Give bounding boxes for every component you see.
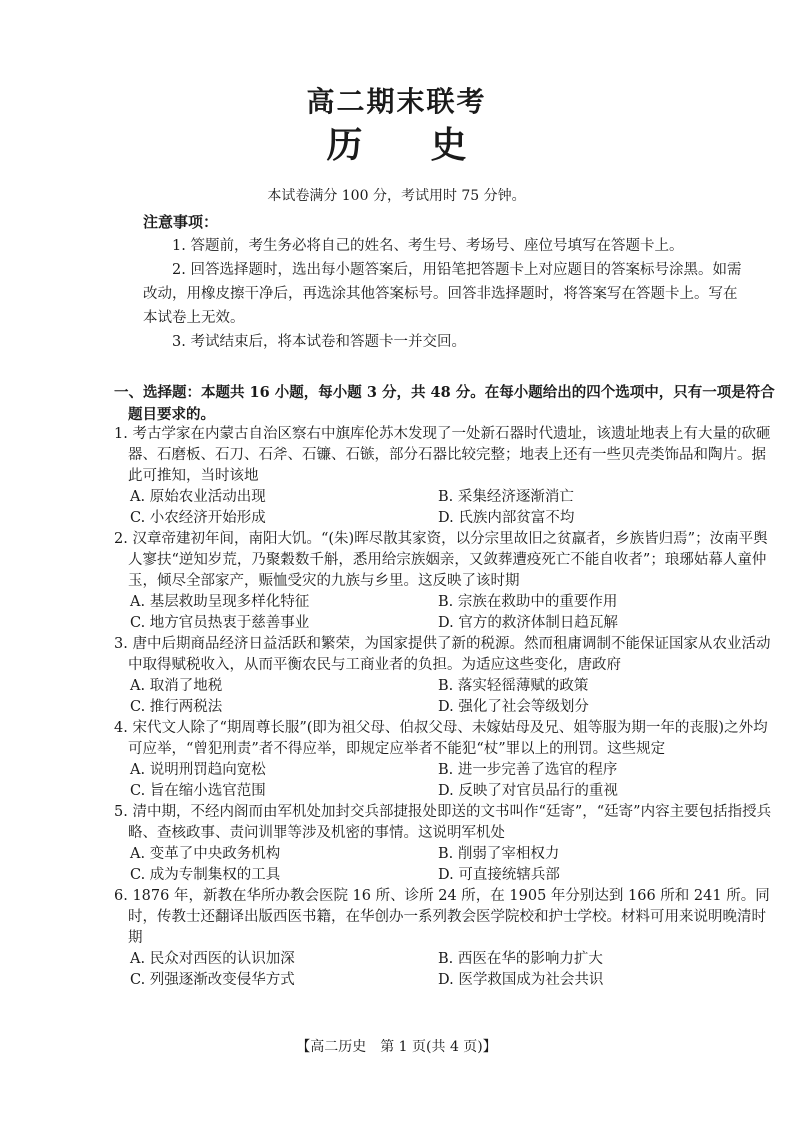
option-c: C. 成为专制集权的工具 [130, 867, 281, 883]
option-a: A. 说明刑罚趋向宽松 [130, 762, 266, 778]
option-b: B. 进一步完善了选官的程序 [438, 762, 618, 778]
notice-item: 1. 答题前，考生务必将自己的姓名、考生号、考场号、座位号填写在答题卡上。 [172, 238, 684, 254]
option-a: A. 民众对西医的认识加深 [130, 951, 295, 967]
option-d: D. 医学救国成为社会共识 [438, 972, 604, 988]
question-stem: 2. 汉章帝建初年间，南阳大饥。“(朱)晖尽散其家资，以分宗里故旧之贫羸者，乡族皆归焉”；汝南平舆人寥扶“逆知岁荒，乃聚穀数千斛，悉用给宗族姻亲，又敛葬遭疫死亡不能自收者”；琅琊姑幕人童仲玉，倾尽全部家产，赈恤受灾的九族与乡里。这反映了该时期 [114, 531, 768, 589]
question-options [114, 949, 774, 991]
option-d: D. 官方的救济体制日趋瓦解 [438, 615, 618, 631]
notice-item: 3. 考试结束后，将本试卷和答题卡一并交回。 [172, 334, 466, 350]
notice-item: 2. 回答选择题时，选出每小题答案后，用铅笔把答题卡上对应题目的答案标号涂黑。如需改动，用橡皮擦干净后，再选涂其他答案标号。回答非选择题时，将答案写在答题卡上。写在本试卷上无效。 [143, 262, 742, 326]
option-b: B. 宗族在救助中的重要作用 [438, 594, 618, 610]
question-stem: 6. 1876 年，新教在华所办教会医院 16 所、诊所 24 所，在 1905 年分别达到 166 所和 241 所。同时，传教士还翻译出版西医书籍，在华创办一系列教会医学院校和护士学校。材料可用来说明晚清时期 [114, 888, 770, 946]
option-a: A. 取消了地税 [130, 678, 223, 694]
option-d: D. 可直接统辖兵部 [438, 867, 560, 883]
question-options [114, 487, 774, 529]
option-c: C. 小农经济开始形成 [130, 510, 266, 526]
option-b: B. 采集经济逐渐消亡 [438, 489, 574, 505]
exam-title: 高二期末联考 [306, 85, 487, 118]
question-item [114, 802, 774, 886]
option-c: C. 旨在缩小选官范围 [130, 783, 266, 799]
option-a: A. 基层救助呈现多样化特征 [130, 594, 310, 610]
section-heading: 一、选择题：本题共 16 小题，每小题 3 分，共 48 分。在每小题给出的四个选项中，只有一项是符合题目要求的。 [114, 384, 775, 423]
option-b: B. 削弱了宰相权力 [438, 846, 560, 862]
question-item [114, 634, 774, 718]
option-d: D. 反映了对官员品行的重视 [438, 783, 618, 799]
question-options [114, 760, 774, 802]
option-c: C. 推行两税法 [130, 699, 223, 715]
option-d: D. 氏族内部贫富不均 [438, 510, 575, 526]
subject-title: 历史 [326, 124, 535, 166]
question-stem: 1. 考古学家在内蒙古自治区察右中旗库伦苏木发现了一处新石器时代遗址，该遗址地表上有大量的砍砸器、石磨板、石刀、石斧、石镰、石镞，部分石器比较完整；地表上还有一些贝壳类饰品和陶片。据此可推知，当时该地 [114, 426, 771, 484]
notice-block [143, 210, 743, 354]
question-stem: 4. 宋代文人除了“期周尊长服”(即为祖父母、伯叔父母、未嫁姑母及兄、姐等服为期一年的丧服)之外均可应举，“曾犯刑责”者不得应举，即规定应举者不能犯“杖”罪以上的刑罚。这些规定 [114, 720, 768, 757]
question-item [114, 886, 774, 991]
question-options [114, 676, 774, 718]
question-list [114, 424, 774, 991]
option-b: B. 落实轻徭薄赋的政策 [438, 678, 589, 694]
question-stem: 3. 唐中后期商品经济日益活跃和繁荣，为国家提供了新的税源。然而租庸调制不能保证国家从农业活动中取得赋税收入，从而平衡农民与工商业者的负担。为适应这些变化，唐政府 [114, 636, 771, 673]
option-a: A. 变革了中央政务机构 [130, 846, 281, 862]
option-c: C. 地方官员热衷于慈善事业 [130, 615, 310, 631]
question-item [114, 529, 774, 634]
question-stem: 5. 清中期，不经内阁而由军机处加封交兵部捷报处即送的文书叫作“廷寄”，“廷寄”内容主要包括指授兵略、查核政事、责问训罪等涉及机密的事情。这说明军机处 [114, 804, 772, 841]
option-a: A. 原始农业活动出现 [130, 489, 266, 505]
question-item [114, 424, 774, 529]
exam-info: 本试卷满分 100 分，考试用时 75 分钟。 [267, 188, 526, 204]
page-footer: 【高二历史 第 1 页(共 4 页)】 [296, 1039, 497, 1055]
question-item [114, 718, 774, 802]
question-options [114, 844, 774, 886]
option-d: D. 强化了社会等级划分 [438, 699, 589, 715]
option-b: B. 西医在华的影响力扩大 [438, 951, 603, 967]
option-c: C. 列强逐渐改变侵华方式 [130, 972, 295, 988]
question-options [114, 592, 774, 634]
notice-heading: 注意事项： [143, 213, 219, 231]
